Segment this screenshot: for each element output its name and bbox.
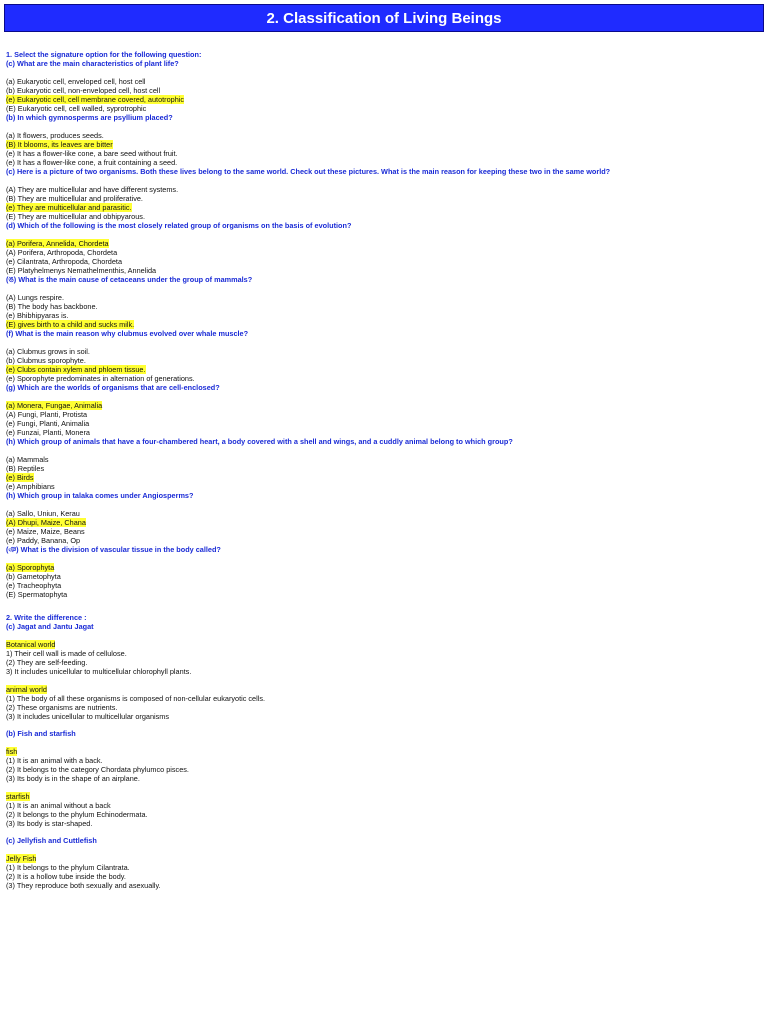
- difference-line: (2) It is a hollow tube inside the body.: [6, 872, 126, 881]
- section-heading: 2. Write the difference :: [6, 613, 87, 622]
- option-list: [6, 131, 762, 167]
- correct-option: (a) Porifera, Annelida, Chordeta: [6, 239, 109, 248]
- difference-group-title: [6, 640, 762, 649]
- option-item: [6, 455, 762, 464]
- question-block: [6, 491, 762, 545]
- option-text: (B) Reptiles: [6, 464, 45, 473]
- difference-heading: (b) Fish and starfish: [6, 729, 76, 738]
- option-item: [6, 590, 762, 599]
- question-block: [6, 167, 762, 221]
- correct-option: (a) Monera, Fungae, Animalia: [6, 401, 103, 410]
- page-title: 2. Classification of Living Beings: [266, 9, 502, 27]
- question-text: (ঙ) What is the main cause of cetaceans under the group of mammals?: [6, 275, 253, 284]
- difference-group-title: [6, 792, 762, 801]
- option-list: [6, 77, 762, 113]
- option-text: (a) Eukaryotic cell, enveloped cell, host cell: [6, 77, 146, 86]
- option-item: [6, 419, 762, 428]
- option-list: [6, 293, 762, 329]
- group-title-highlight: starfish: [6, 792, 30, 801]
- option-text: (e) It has a flower-like cone, a bare seed without fruit.: [6, 149, 178, 158]
- difference-line: (1) It belongs to the phylum Cilantrata.: [6, 863, 130, 872]
- option-item: [6, 509, 762, 518]
- difference-group-title: [6, 854, 762, 863]
- difference-line: (3) It includes unicellular to multicellular organisms: [6, 712, 170, 721]
- option-item: [6, 464, 762, 473]
- option-text: (a) Clubmus grows in soil.: [6, 347, 90, 356]
- option-item: [6, 266, 762, 275]
- option-item: [6, 248, 762, 257]
- correct-option: (e) Birds: [6, 473, 34, 482]
- question-text: (g) Which are the worlds of organisms that are cell-enclosed?: [6, 383, 220, 392]
- difference-line: (3) They reproduce both sexually and asexually.: [6, 881, 161, 890]
- page-title-banner: [4, 4, 764, 32]
- question-text: (c) Here is a picture of two organisms. Both these lives belong to the same world. Check out these pictures. What is the main reason for keeping these two in the same world?: [6, 167, 611, 176]
- option-text: (e) Amphibians: [6, 482, 55, 491]
- option-text: (A) They are multicellular and have different systems.: [6, 185, 179, 194]
- option-text: (e) Paddy, Banana, Op: [6, 536, 81, 545]
- correct-option: (e) Eukaryotic cell, cell membrane covered, autotrophic: [6, 95, 185, 104]
- option-text: (e) Sporophyte predominates in alternation of generations.: [6, 374, 195, 383]
- question-list: [6, 59, 762, 599]
- question-text: (c) What are the main characteristics of plant life?: [6, 59, 179, 68]
- question-text: (ঞ) What is the division of vascular tissue in the body called?: [6, 545, 221, 554]
- option-item: [6, 374, 762, 383]
- option-text: (e) Tracheophyta: [6, 581, 62, 590]
- question-block: [6, 329, 762, 383]
- option-item: [6, 428, 762, 437]
- question-text: (b) In which gymnosperms are psyllium placed?: [6, 113, 173, 122]
- option-item: [6, 77, 762, 86]
- difference-line: (2) It belongs to the category Chordata phylumco pisces.: [6, 765, 189, 774]
- option-text: (E) Platyhelmenys Nemathelmenthis, Annelida: [6, 266, 157, 275]
- difference-line: (1) It is an animal without a back: [6, 801, 111, 810]
- question-block: [6, 383, 762, 437]
- option-item: [6, 365, 762, 374]
- option-item: [6, 86, 762, 95]
- option-item: [6, 347, 762, 356]
- option-text: (b) Gametophyta: [6, 572, 61, 581]
- option-item: [6, 527, 762, 536]
- difference-line: (1) It is an animal with a back.: [6, 756, 103, 765]
- difference-group: [6, 792, 762, 828]
- option-text: (E) Eukaryotic cell, cell walled, syprotrophic: [6, 104, 147, 113]
- question-block: [6, 221, 762, 275]
- group-title-highlight: Botanical world: [6, 640, 56, 649]
- option-item: [6, 356, 762, 365]
- difference-list: [6, 622, 762, 890]
- option-item: [6, 311, 762, 320]
- difference-line: (3) Its body is star-shaped.: [6, 819, 93, 828]
- option-item: [6, 563, 762, 572]
- option-item: [6, 482, 762, 491]
- question-text: (f) What is the main reason why clubmus evolved over whale muscle?: [6, 329, 249, 338]
- difference-heading: (c) Jagat and Jantu Jagat: [6, 622, 94, 631]
- option-text: (b) Clubmus sporophyte.: [6, 356, 86, 365]
- option-item: [6, 473, 762, 482]
- option-list: [6, 347, 762, 383]
- question-block: [6, 545, 762, 599]
- group-title-highlight: Jelly Fish: [6, 854, 37, 863]
- option-text: (A) Porifera, Arthropoda, Chordeta: [6, 248, 118, 257]
- difference-group: [6, 747, 762, 783]
- section-heading: 1. Select the signature option for the following question:: [6, 50, 202, 59]
- option-text: (B) They are multicellular and proliferative.: [6, 194, 143, 203]
- option-text: (e) Fungi, Planti, Animalia: [6, 419, 90, 428]
- difference-line: (2) It belongs to the phylum Echinodermata.: [6, 810, 148, 819]
- difference-group: [6, 685, 762, 721]
- option-item: [6, 149, 762, 158]
- group-title-highlight: fish: [6, 747, 18, 756]
- option-list: [6, 563, 762, 599]
- correct-option: (a) Sporophyta: [6, 563, 55, 572]
- option-item: [6, 185, 762, 194]
- option-text: (b) Eukaryotic cell, non-enveloped cell, host cell: [6, 86, 161, 95]
- correct-option: (e) They are multicellular and parasitic.: [6, 203, 132, 212]
- option-text: (A) Lungs respire.: [6, 293, 64, 302]
- difference-line: 1) Their cell wall is made of cellulose.: [6, 649, 127, 658]
- option-item: [6, 320, 762, 329]
- difference-group-title: [6, 685, 762, 694]
- option-text: (E) Spermatophyta: [6, 590, 68, 599]
- option-item: [6, 572, 762, 581]
- option-text: (A) Fungi, Planti, Protista: [6, 410, 88, 419]
- question-text: (d) Which of the following is the most closely related group of organisms on the basis of evolution?: [6, 221, 352, 230]
- difference-line: 3) It includes unicellular to multicellular chlorophyll plants.: [6, 667, 192, 676]
- option-item: [6, 401, 762, 410]
- option-item: [6, 158, 762, 167]
- option-list: [6, 509, 762, 545]
- option-item: [6, 95, 762, 104]
- correct-option: (e) Clubs contain xylem and phloem tissue.: [6, 365, 146, 374]
- option-text: (a) Sallo, Uniun, Kerau: [6, 509, 80, 518]
- difference-line: (2) These organisms are nutrients.: [6, 703, 118, 712]
- option-list: [6, 455, 762, 491]
- option-item: [6, 518, 762, 527]
- option-text: (B) The body has backbone.: [6, 302, 98, 311]
- difference-line: (3) Its body is in the shape of an airplane.: [6, 774, 140, 783]
- option-text: (e) It has a flower-like cone, a fruit containing a seed.: [6, 158, 178, 167]
- option-item: [6, 257, 762, 266]
- difference-line: (2) They are self-feeding.: [6, 658, 88, 667]
- group-title-highlight: animal world: [6, 685, 47, 694]
- correct-option: (A) Dhupi, Maize, Chana: [6, 518, 86, 527]
- option-list: [6, 401, 762, 437]
- option-item: [6, 131, 762, 140]
- option-item: [6, 212, 762, 221]
- difference-group: [6, 640, 762, 676]
- option-text: (e) Funzai, Planti, Monera: [6, 428, 90, 437]
- option-text: (E) They are multicellular and obhipyarous.: [6, 212, 145, 221]
- option-text: (e) Maize, Maize, Beans: [6, 527, 85, 536]
- option-item: [6, 194, 762, 203]
- option-text: (e) Cilantrata, Arthropoda, Chordeta: [6, 257, 123, 266]
- option-item: [6, 293, 762, 302]
- question-text: (h) Which group in talaka comes under Angiosperms?: [6, 491, 194, 500]
- option-item: [6, 239, 762, 248]
- difference-line: (1) The body of all these organisms is composed of non-cellular eukaryotic cells.: [6, 694, 266, 703]
- difference-group-title: [6, 747, 762, 756]
- question-block: [6, 113, 762, 167]
- option-item: [6, 104, 762, 113]
- option-text: (e) Bhibhipyaras is.: [6, 311, 69, 320]
- document-body: [6, 50, 762, 890]
- option-list: [6, 185, 762, 221]
- difference-heading: (c) Jellyfish and Cuttlefish: [6, 836, 97, 845]
- question-block: [6, 275, 762, 329]
- option-item: [6, 536, 762, 545]
- question-block: [6, 59, 762, 113]
- option-text: (a) It flowers, produces seeds.: [6, 131, 104, 140]
- correct-option: (B) It blooms, its leaves are bitter: [6, 140, 113, 149]
- option-item: [6, 203, 762, 212]
- option-item: [6, 302, 762, 311]
- option-item: [6, 581, 762, 590]
- option-text: (a) Mammals: [6, 455, 49, 464]
- option-list: [6, 239, 762, 275]
- difference-group: [6, 854, 762, 890]
- question-text: (h) Which group of animals that have a four-chambered heart, a body covered with a shell and wings, and a cuddly animal belong to which group?: [6, 437, 513, 446]
- correct-option: (E) gives birth to a child and sucks milk.: [6, 320, 135, 329]
- option-item: [6, 140, 762, 149]
- question-block: [6, 437, 762, 491]
- option-item: [6, 410, 762, 419]
